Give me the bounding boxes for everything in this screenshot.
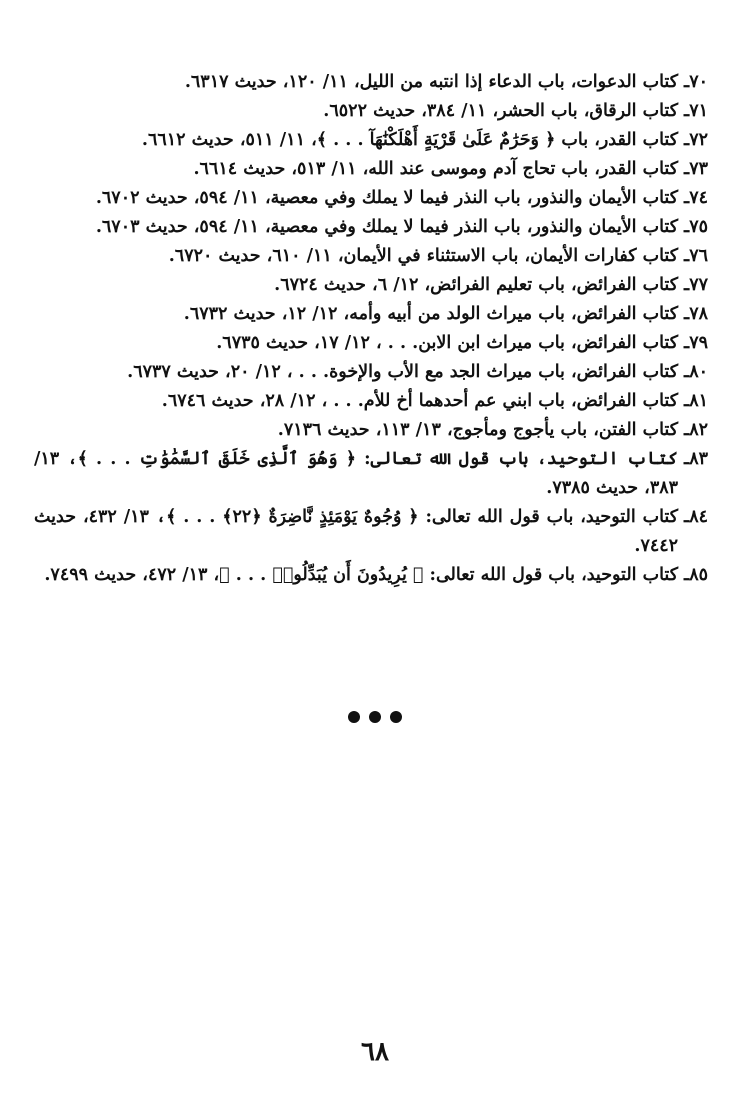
entry-text: كتاب التوحيد، باب قول الله تعالى: ﴿ وَهُوَ ٱلَّذِى خَلَقَ ٱلسَّمَٰوَٰتِ . . . ﴾، ١٣/ ٣٨٣، حديث ٧٣٨٥. <box>34 449 679 498</box>
entry-text: كتاب التوحيد، باب قول الله تعالى: ﴿ وُجُوهٌ يَوْمَئِذٍ نَّاضِرَةٌ ﴿٢٢﴾ . . . ﴾، ١٣/ ٤٣٢، حديث ٧٤٤٢. <box>34 507 679 556</box>
entry-number: ٧٦ـ <box>684 246 708 266</box>
page-number: ٦٨ <box>361 1037 389 1067</box>
entry-text: كتاب الفرائض، باب تعليم الفرائض، ١٢/ ٦، حديث ٦٧٢٤. <box>274 275 679 295</box>
entry-number: ٨٤ـ <box>684 507 708 527</box>
reference-entry-79 <box>34 329 708 358</box>
entry-text: كتاب الفرائض، باب ميراث ابن الابن. . . ، ١٢/ ١٧، حديث ٦٧٣٥. <box>216 333 679 353</box>
entry-text: كتاب كفارات الأيمان، باب الاستثناء في الأيمان، ١١/ ٦١٠، حديث ٦٧٢٠. <box>168 246 679 266</box>
reference-entry-82 <box>34 416 708 445</box>
reference-entry-77 <box>34 271 708 300</box>
reference-entry-74 <box>34 184 708 213</box>
entry-text: كتاب التوحيد، باب قول الله تعالى: ﴿ يُرِيدُونَ أَن يُبَدِّلُوا۟ . . . ﴾، ١٣/ ٤٧٢، حديث ٧٤٩٩. <box>44 565 679 585</box>
entry-number: ٧١ـ <box>684 101 708 121</box>
entry-text: كتاب القدر، باب ﴿ وَحَرَٰمٌ عَلَىٰ قَرْيَةٍ أَهْلَكْنَٰهَآ . . . ﴾، ١١/ ٥١١، حديث ٦٦١٢. <box>141 130 679 150</box>
reference-entry-78 <box>34 300 708 329</box>
entry-text: كتاب الأيمان والنذور، باب النذر فيما لا يملك وفي معصية، ١١/ ٥٩٤، حديث ٦٧٠٢. <box>95 188 679 208</box>
entry-number: ٧٧ـ <box>684 275 708 295</box>
reference-entry-75 <box>34 213 708 242</box>
entry-number: ٧٤ـ <box>684 188 708 208</box>
entry-number: ٨١ـ <box>684 391 708 411</box>
reference-entry-85 <box>34 561 708 590</box>
entry-number: ٨٠ـ <box>684 362 708 382</box>
entry-text: كتاب الرقاق، باب الحشر، ١١/ ٣٨٤، حديث ٦٥٢٢. <box>323 101 679 121</box>
reference-entry-81 <box>34 387 708 416</box>
reference-entry-73 <box>34 155 708 184</box>
entry-number: ٨٢ـ <box>684 420 708 440</box>
entry-number: ٧٥ـ <box>684 217 708 237</box>
entry-text: كتاب الدعوات، باب الدعاء إذا انتبه من الليل، ١١/ ١٢٠، حديث ٦٣١٧. <box>184 72 679 92</box>
reference-entry-83 <box>34 445 708 503</box>
three-dots-separator-icon <box>0 711 750 723</box>
entry-text: كتاب الأيمان والنذور، باب النذر فيما لا يملك وفي معصية، ١١/ ٥٩٤، حديث ٦٧٠٣. <box>95 217 679 237</box>
entry-text: كتاب القدر، باب تحاج آدم وموسى عند الله، ١١/ ٥١٣، حديث ٦٦١٤. <box>193 159 679 179</box>
reference-entry-80 <box>34 358 708 387</box>
dot-icon <box>369 711 381 723</box>
dot-icon <box>348 711 360 723</box>
entry-number: ٧٠ـ <box>684 72 708 92</box>
hadith-reference-list <box>34 68 708 590</box>
entry-text: كتاب الفتن، باب يأجوج ومأجوج، ١٣/ ١١٣، حديث ٧١٣٦. <box>277 420 679 440</box>
entry-number: ٧٢ـ <box>684 130 708 150</box>
entry-number: ٧٩ـ <box>684 333 708 353</box>
dot-icon <box>390 711 402 723</box>
reference-entry-70 <box>34 68 708 97</box>
entry-number: ٨٥ـ <box>684 565 708 585</box>
entry-number: ٨٣ـ <box>684 449 708 469</box>
reference-entry-72 <box>34 126 708 155</box>
entry-text: كتاب الفرائض، باب ميراث الولد من أبيه وأمه، ١٢/ ١٢، حديث ٦٧٣٢. <box>183 304 679 324</box>
reference-entry-84 <box>34 503 708 561</box>
entry-text: كتاب الفرائض، باب ابني عم أحدهما أخ للأم. . . ، ١٢/ ٢٨، حديث ٦٧٤٦. <box>161 391 679 411</box>
entry-text: كتاب الفرائض، باب ميراث الجد مع الأب والإخوة. . . ، ١٢/ ٢٠، حديث ٦٧٣٧. <box>127 362 679 382</box>
entry-number: ٧٣ـ <box>684 159 708 179</box>
entry-number: ٧٨ـ <box>684 304 708 324</box>
reference-entry-71 <box>34 97 708 126</box>
reference-entry-76 <box>34 242 708 271</box>
